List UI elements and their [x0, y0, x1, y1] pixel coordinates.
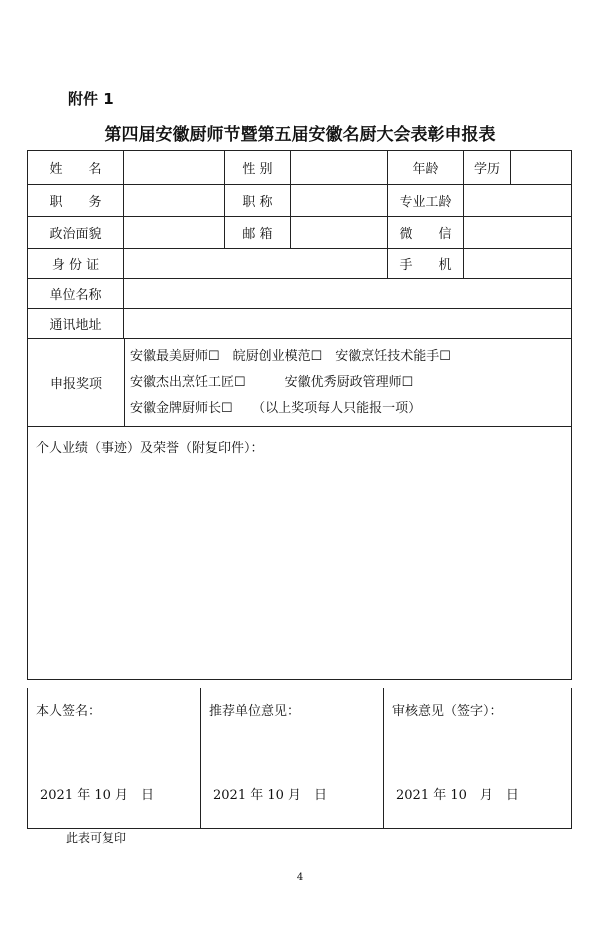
- review-opinion-label: 审核意见（签字）：: [392, 704, 503, 719]
- title-label: 职 称: [225, 185, 291, 217]
- awards-line-3[interactable]: 安徽金牌厨师长☐ （以上奖项每人只能报一项）: [130, 400, 422, 416]
- political-status-label: 政治面貌: [28, 217, 124, 249]
- review-opinion-cell[interactable]: [384, 688, 572, 829]
- awards-line-1[interactable]: 安徽最美厨师☐ 皖厨创业模范☐ 安徽烹饪技术能手☐: [130, 348, 451, 364]
- wechat-field[interactable]: [464, 217, 572, 249]
- self-signature-date: 2021 年 10 月 日: [40, 788, 155, 803]
- form-title: 第四届安徽厨师节暨第五届安徽名厨大会表彰申报表: [104, 125, 496, 145]
- title-field[interactable]: [291, 185, 388, 217]
- unit-name-field[interactable]: [124, 279, 572, 309]
- self-signature-label: 本人签名：: [36, 704, 102, 719]
- achievements-area[interactable]: [28, 427, 572, 680]
- copy-note: 此表可复印: [66, 831, 127, 845]
- wechat-label: 微 信: [388, 217, 464, 249]
- name-field[interactable]: [124, 151, 225, 185]
- unit-name-label: 单位名称: [28, 279, 124, 309]
- gender-field[interactable]: [291, 151, 388, 185]
- work-years-field[interactable]: [464, 185, 572, 217]
- phone-field[interactable]: [464, 249, 572, 279]
- age-label: 年龄: [388, 151, 464, 185]
- address-label: 通讯地址: [28, 309, 124, 339]
- email-field[interactable]: [291, 217, 388, 249]
- address-field[interactable]: [124, 309, 572, 339]
- awards-row: [28, 339, 572, 427]
- recommend-opinion-label: 推荐单位意见：: [209, 704, 301, 719]
- recommend-opinion-date: 2021 年 10 月 日: [213, 788, 328, 803]
- work-years-label: 专业工龄: [388, 185, 464, 217]
- gender-label: 性 别: [225, 151, 291, 185]
- application-form-table: [27, 150, 572, 680]
- achievements-label: 个人业绩（事迹）及荣誉（附复印件）：: [36, 441, 264, 456]
- education-field[interactable]: [511, 151, 572, 185]
- signature-table: [27, 688, 572, 829]
- attachment-label: 附件 1: [68, 90, 114, 108]
- position-field[interactable]: [124, 185, 225, 217]
- education-label: 学历: [464, 151, 511, 185]
- position-label: 职 务: [28, 185, 124, 217]
- email-label: 邮 箱: [225, 217, 291, 249]
- page-number: 4: [296, 872, 304, 883]
- name-label: 姓 名: [28, 151, 124, 185]
- self-signature-cell[interactable]: [28, 688, 201, 829]
- id-card-field[interactable]: [124, 249, 388, 279]
- id-card-label: 身 份 证: [28, 249, 124, 279]
- recommend-opinion-cell[interactable]: [201, 688, 384, 829]
- review-opinion-date: 2021 年 10 月 日: [396, 788, 519, 803]
- political-status-field[interactable]: [124, 217, 225, 249]
- awards-line-2[interactable]: 安徽杰出烹饪工匠☐ 安徽优秀厨政管理师☐: [130, 374, 414, 390]
- awards-label: 申报奖项: [28, 339, 125, 426]
- phone-label: 手 机: [388, 249, 464, 279]
